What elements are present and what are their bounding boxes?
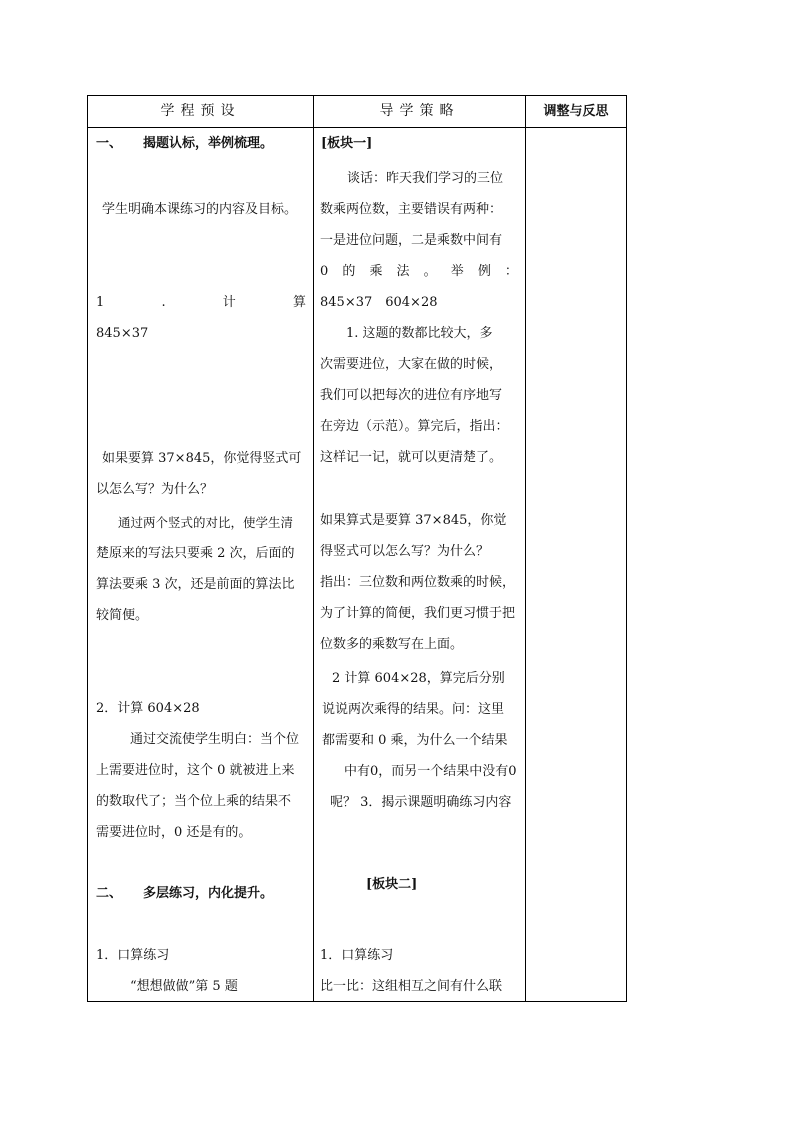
block1-label: [板块一] xyxy=(321,136,373,151)
item1-number: 1 xyxy=(96,295,105,310)
header-divider xyxy=(88,127,626,128)
talk-word-3: 乘 xyxy=(369,264,383,279)
explain-line-1: 通过交流使学生明白：当个位 xyxy=(130,732,300,747)
compare-line-2: 楚原来的写法只要乘 2 次，后面的 xyxy=(96,546,295,561)
talk-word-2: 的 xyxy=(342,264,356,279)
point1-line-4: 在旁边（示范）。算完后，指出： xyxy=(320,419,509,434)
item1-word2: 算 xyxy=(292,295,306,310)
section1-number: 一、 xyxy=(96,136,123,151)
lesson-plan-table xyxy=(87,95,627,1002)
oral-practice-task: “想想做做”第 5 题 xyxy=(130,979,238,994)
item1-heading xyxy=(96,295,306,311)
explain-line-4: 需要进位时，0 还是有的。 xyxy=(96,825,252,840)
point-line-1: 指出：三位数和两位数乘的时候， xyxy=(320,575,516,590)
calc2-line-1: 2 计算 604×28，算完后分别 xyxy=(332,671,505,686)
talk-word-1: 0 xyxy=(320,264,329,279)
point1-line-1: 1. 这题的数都比较大，多 xyxy=(346,326,493,341)
compare-line-4: 较简便。 xyxy=(96,608,149,623)
calc2-line-2: 说说两次乘得的结果。问：这里 xyxy=(322,702,505,717)
talk-examples: 845×37 604×28 xyxy=(320,295,438,310)
explain-line-3: 的数取代了；当个位上乘的结果不 xyxy=(96,794,292,809)
header-adjust-reflect: 调整与反思 xyxy=(543,104,609,119)
talk-word-5: 。 xyxy=(423,264,437,279)
point1-line-5: 这样记一记，就可以更清楚了。 xyxy=(320,450,503,465)
item1-word1: 计 xyxy=(222,295,236,310)
talk-line-1: 谈话：昨天我们学习的三位 xyxy=(347,171,504,186)
talk-word-8: ： xyxy=(504,264,518,279)
item1-expression: 845×37 xyxy=(96,326,149,341)
column-divider-2 xyxy=(525,96,526,1001)
point1-line-3: 我们可以把每次的进位有序地写 xyxy=(320,388,503,403)
question-line-1: 如果要算 37×845，你觉得竖式可 xyxy=(102,451,302,466)
calc2-line-5: 呢？ 3．揭示课题明确练习内容 xyxy=(330,795,512,810)
explain-line-2: 上需要进位时，这个 0 就被进上来 xyxy=(96,763,295,778)
learning-goal: 学生明确本课练习的内容及目标。 xyxy=(102,202,298,217)
calc2-line-3: 都需要和 0 乘，为什么一个结果 xyxy=(322,733,508,748)
talk-word-6: 举 xyxy=(450,264,464,279)
section1-title: 揭题认标，举例梳理。 xyxy=(143,136,274,151)
mid-oral-practice: 1．口算练习 xyxy=(320,948,394,963)
compare-line-1: 通过两个竖式的对比，使学生清 xyxy=(118,515,294,530)
header-guidance-strategy: 导学策略 xyxy=(379,103,460,119)
talk-line-4 xyxy=(320,264,518,280)
point-line-3: 位数多的乘数写在上面。 xyxy=(320,637,464,652)
section2-number: 二、 xyxy=(96,886,123,901)
talk-line-2: 数乘两位数，主要错误有两种： xyxy=(320,202,503,217)
header-learning-plan: 学程预设 xyxy=(160,103,241,119)
point1-line-2: 次需要进位，大家在做的时候， xyxy=(320,357,503,372)
mid-question-line-2: 得竖式可以怎么写？为什么？ xyxy=(320,544,490,559)
talk-word-4: 法 xyxy=(396,264,410,279)
column-divider-1 xyxy=(313,96,314,1001)
block2-label: [板块二] xyxy=(366,877,418,892)
calc2-line-4: 中有0，而另一个结果中没有0 xyxy=(344,764,517,779)
oral-practice: 1．口算练习 xyxy=(96,948,170,963)
point-line-2: 为了计算的简便，我们更习惯于把 xyxy=(320,606,516,621)
compare-line-3: 算法要乘 3 次，还是前面的算法比 xyxy=(96,577,295,592)
mid-question-line-1: 如果算式是要算 37×845，你觉 xyxy=(320,513,507,528)
item1-dot: . xyxy=(161,295,166,310)
question-line-2: 以怎么写？为什么？ xyxy=(96,482,214,497)
talk-word-7: 例 xyxy=(477,264,491,279)
section2-title: 多层练习，内化提升。 xyxy=(143,886,274,901)
item2-heading: 2．计算 604×28 xyxy=(96,701,200,716)
talk-line-3: 一是进位问题，二是乘数中间有 xyxy=(320,233,503,248)
compare-prompt: 比一比：这组相互之间有什么联 xyxy=(320,979,503,994)
